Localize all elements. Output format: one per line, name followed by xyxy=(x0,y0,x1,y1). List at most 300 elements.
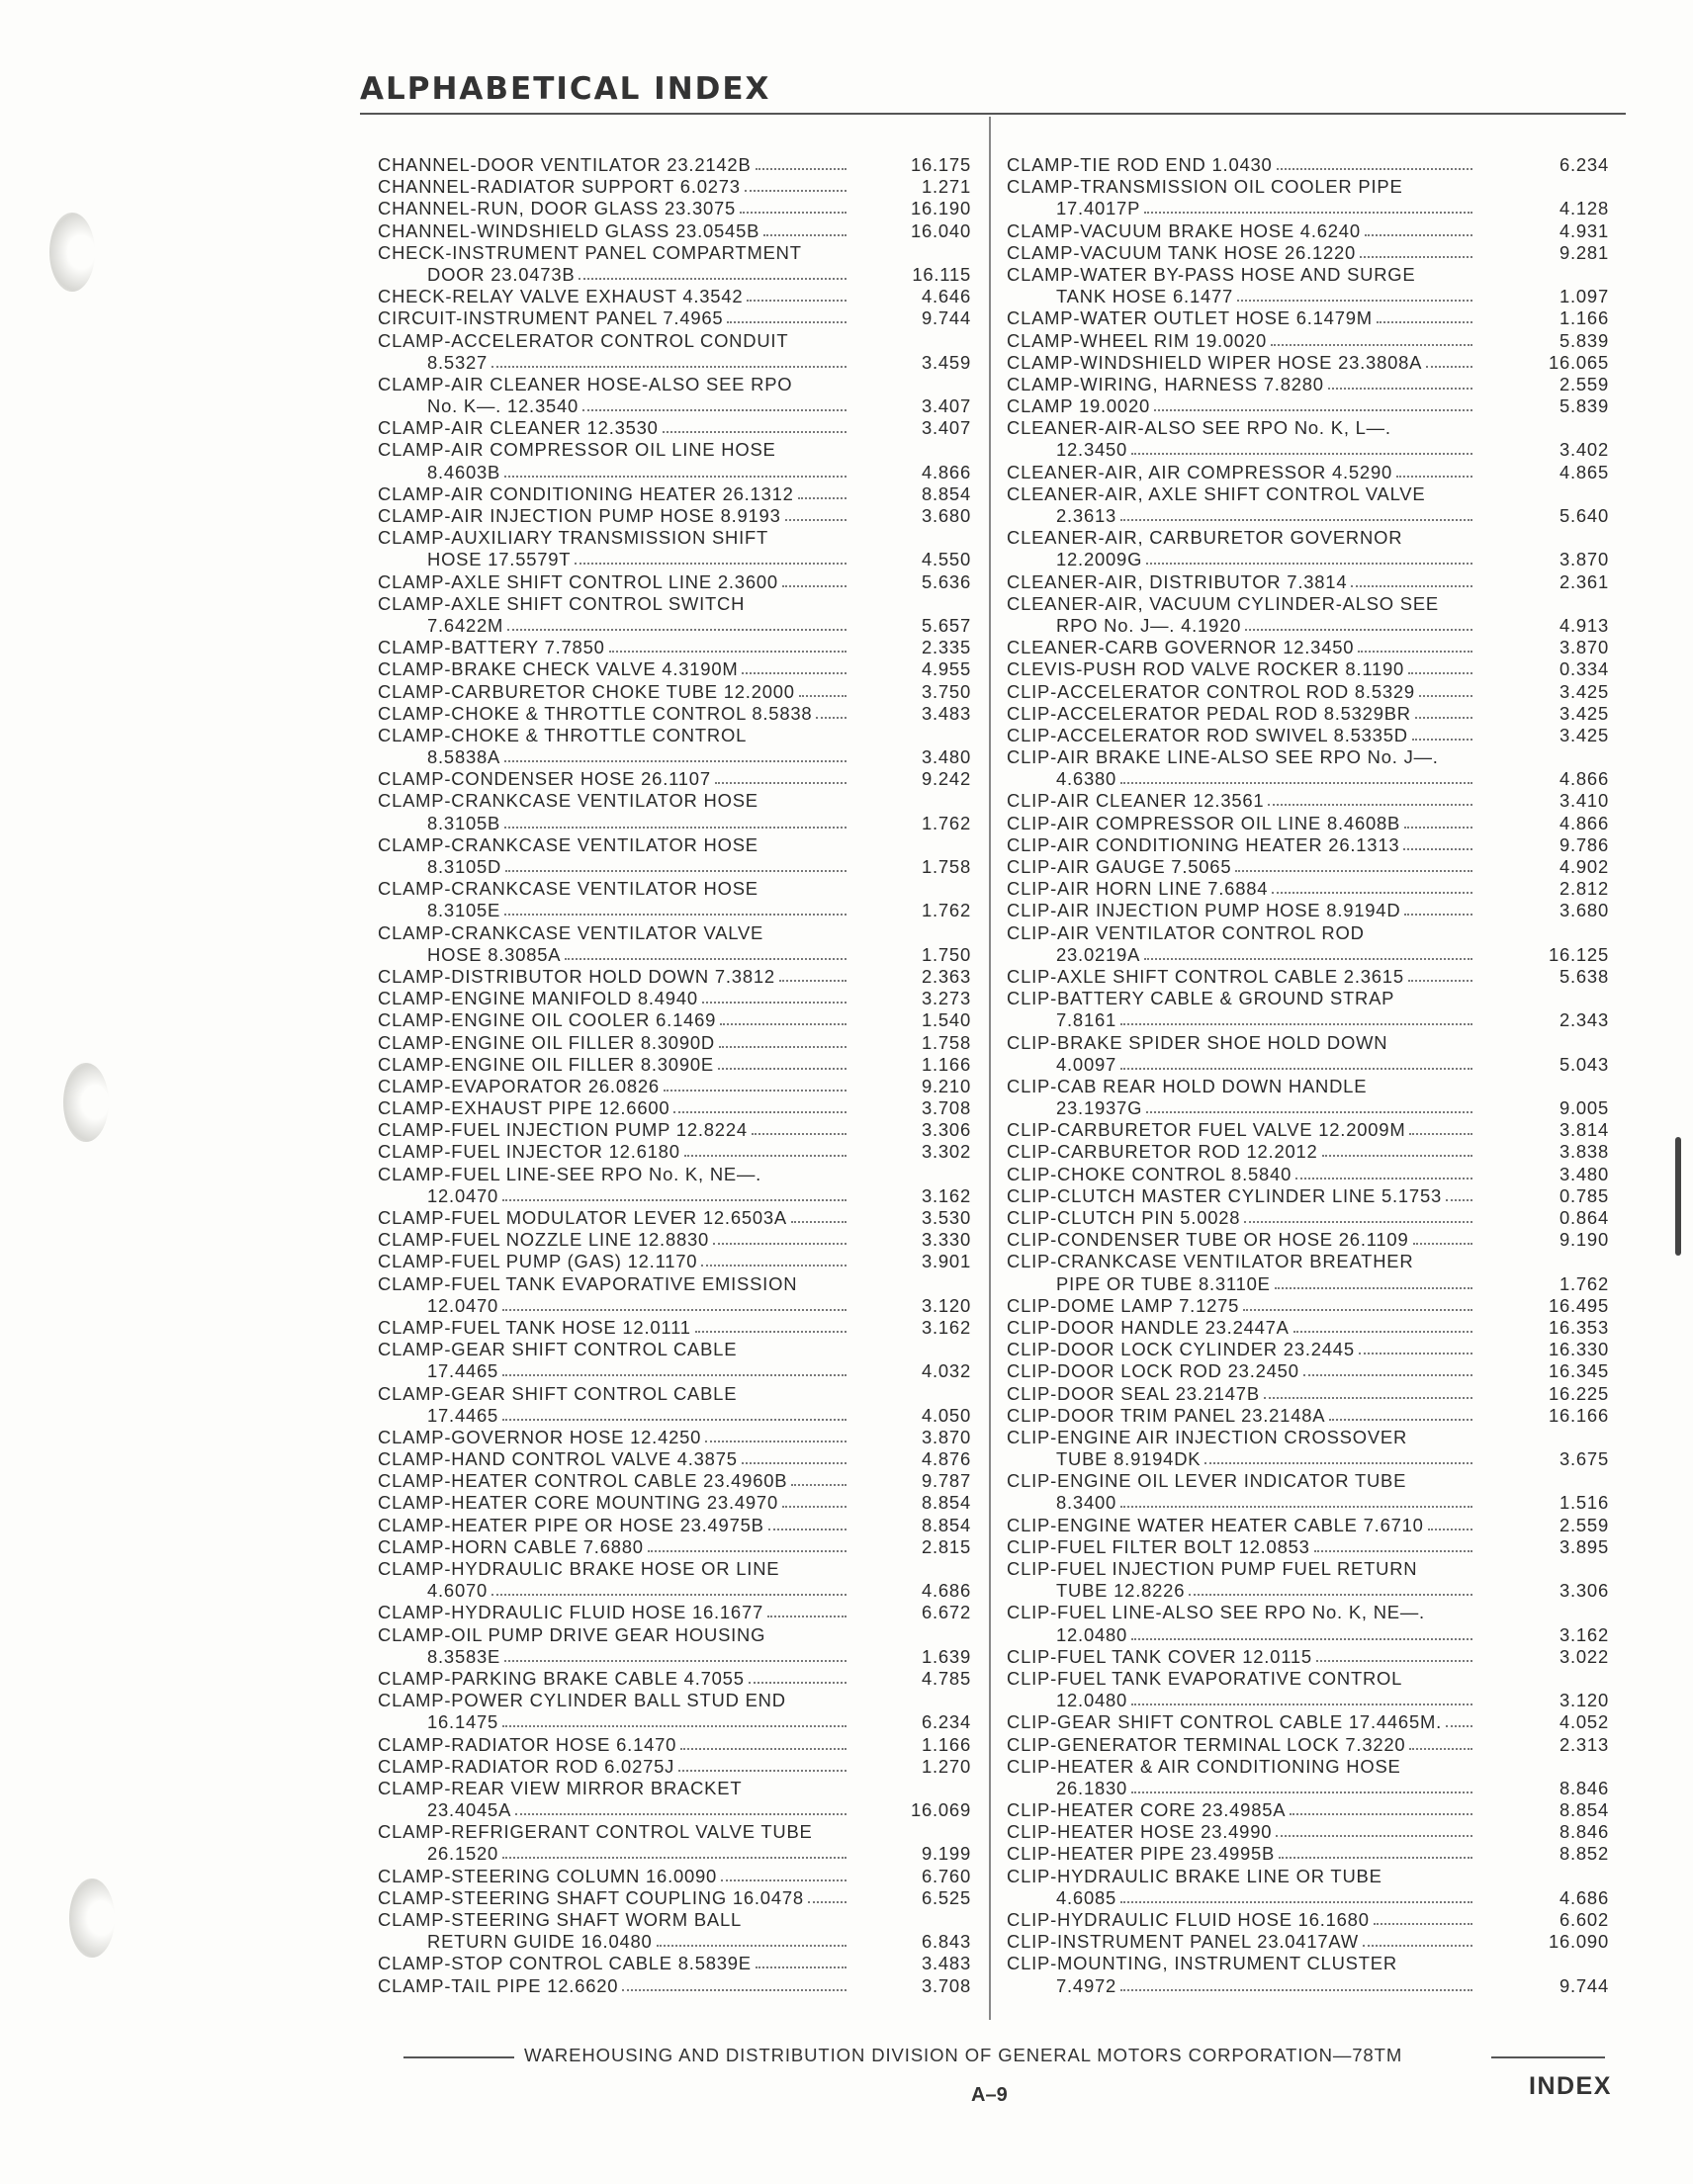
entry-text: 7.6422M xyxy=(427,614,504,636)
entry-page-number: 2.812 xyxy=(1559,878,1609,900)
leader-dots xyxy=(749,1668,846,1684)
index-entry-line xyxy=(378,395,971,417)
leader-dots xyxy=(1154,395,1472,411)
entry-text: 4.6085 xyxy=(1056,1886,1117,1908)
entry-text: CLAMP-AIR COMPRESSOR OIL LINE HOSE xyxy=(378,439,776,461)
entry-text: CLIP-CLUTCH PIN 5.0028 xyxy=(1007,1207,1241,1228)
leader-dots xyxy=(502,1711,846,1727)
index-entry-line xyxy=(378,1909,971,1931)
entry-text: CLAMP-WHEEL RIM 19.0020 xyxy=(1007,329,1268,351)
page-edge-mark xyxy=(1675,1137,1681,1256)
entry-text: CLAMP-STEERING COLUMN 16.0090 xyxy=(378,1865,718,1886)
entry-page-number: 16.345 xyxy=(1548,1360,1609,1382)
entry-text: CLAMP-FUEL INJECTOR 12.6180 xyxy=(378,1141,680,1163)
index-entry-line xyxy=(1007,681,1609,703)
index-entry xyxy=(378,1448,971,1470)
leader-dots xyxy=(663,417,846,433)
index-entry-line xyxy=(378,966,971,988)
index-entry-line xyxy=(1007,198,1609,219)
entry-page-number: 0.334 xyxy=(1559,658,1609,680)
index-entry-line xyxy=(378,944,971,966)
entry-text: CLAMP-ENGINE MANIFOLD 8.4940 xyxy=(378,988,698,1009)
index-entry xyxy=(378,1558,971,1602)
index-entry xyxy=(378,176,971,198)
leader-dots xyxy=(1303,1360,1472,1376)
entry-text: TUBE 12.8226 xyxy=(1056,1580,1186,1602)
entry-text: CLIP-ACCELERATOR ROD SWIVEL 8.5335D xyxy=(1007,724,1408,745)
entry-text: CLIP-MOUNTING, INSTRUMENT CLUSTER xyxy=(1007,1953,1397,1974)
entry-text: CLAMP-RADIATOR ROD 6.0275J xyxy=(378,1755,675,1777)
index-entry xyxy=(378,768,971,790)
entry-page-number: 16.225 xyxy=(1548,1382,1609,1404)
index-entry-line xyxy=(378,1646,971,1668)
entry-text: CLAMP-CRANKCASE VENTILATOR HOSE xyxy=(378,790,758,812)
leader-dots xyxy=(713,1229,846,1245)
index-entry-line xyxy=(1007,1273,1609,1295)
entry-text: CLAMP-GEAR SHIFT CONTROL CABLE xyxy=(378,1339,738,1360)
index-entry-line xyxy=(378,374,971,395)
leader-dots xyxy=(742,1448,846,1464)
entry-page-number: 1.166 xyxy=(921,1733,971,1755)
index-entry-line xyxy=(378,1953,971,1974)
entry-text: CLAMP-CHOKE & THROTTLE CONTROL 8.5838 xyxy=(378,702,813,724)
leader-dots xyxy=(1235,856,1472,872)
index-entry xyxy=(378,1383,971,1427)
entry-page-number: 3.273 xyxy=(921,988,971,1009)
leader-dots xyxy=(701,1251,846,1267)
entry-text: CLAMP-ENGINE OIL FILLER 8.3090E xyxy=(378,1053,714,1075)
leader-dots xyxy=(791,1207,846,1223)
index-entry xyxy=(378,1470,971,1492)
index-entry xyxy=(378,1887,971,1909)
entry-text: CLIP-DOOR SEAL 23.2147B xyxy=(1007,1382,1260,1404)
index-entry-line xyxy=(378,549,971,570)
entry-page-number: 16.166 xyxy=(1548,1404,1609,1426)
index-entry-line xyxy=(1007,1405,1609,1427)
index-entry-line xyxy=(378,1295,971,1317)
leader-dots xyxy=(791,1470,846,1486)
index-entry xyxy=(1007,1405,1609,1427)
index-entry-line xyxy=(378,922,971,944)
binder-hole-middle xyxy=(63,1063,109,1142)
entry-page-number: 16.495 xyxy=(1548,1294,1609,1316)
entry-text: CLAMP-STEERING SHAFT WORM BALL xyxy=(378,1909,743,1930)
entry-text: CLIP-AIR BRAKE LINE-ALSO SEE RPO No. J—. xyxy=(1007,746,1439,768)
entry-text: CLIP-BATTERY CABLE & GROUND STRAP xyxy=(1007,988,1395,1009)
index-entry xyxy=(378,1119,971,1141)
leader-dots xyxy=(504,1646,846,1662)
entry-text: CHECK-INSTRUMENT PANEL COMPARTMENT xyxy=(378,241,802,263)
leader-dots xyxy=(1120,1054,1472,1070)
entry-page-number: 3.870 xyxy=(1559,549,1609,570)
entry-page-number: 4.866 xyxy=(1559,812,1609,833)
entry-page-number: 3.410 xyxy=(1559,790,1609,812)
index-entry xyxy=(378,593,971,637)
index-entry xyxy=(1007,264,1609,307)
leader-dots xyxy=(673,1097,846,1113)
entry-text: CLAMP-WATER BY-PASS HOSE AND SURGE xyxy=(1007,263,1416,285)
entry-text: CLAMP-HEATER CORE MOUNTING 23.4970 xyxy=(378,1492,778,1514)
entry-page-number: 3.708 xyxy=(921,1097,971,1119)
entry-page-number: 3.302 xyxy=(921,1141,971,1163)
entry-page-number: 1.758 xyxy=(921,1031,971,1053)
entry-text: CLAMP-AXLE SHIFT CONTROL LINE 2.3600 xyxy=(378,570,778,592)
index-entry-line xyxy=(378,1229,971,1251)
leader-dots xyxy=(1329,1405,1472,1421)
entry-text: PIPE OR TUBE 8.3110E xyxy=(1056,1272,1271,1294)
entry-text: CLIP-AIR CONDITIONING HEATER 26.1313 xyxy=(1007,833,1400,855)
index-entry-line xyxy=(378,856,971,878)
index-entry xyxy=(1007,1558,1609,1602)
entry-text: CLAMP-BATTERY 7.7850 xyxy=(378,637,605,658)
entry-text: CLIP-HEATER CORE 23.4985A xyxy=(1007,1799,1287,1821)
index-entry-line xyxy=(1007,1690,1609,1711)
index-entry-line xyxy=(1007,1009,1609,1031)
index-entry xyxy=(378,1251,971,1272)
entry-text: 8.3105E xyxy=(427,900,501,921)
index-column-right xyxy=(1007,154,1609,1997)
leader-dots xyxy=(622,1975,846,1991)
entry-text: CLIP-BRAKE SPIDER SHOE HOLD DOWN xyxy=(1007,1031,1388,1053)
index-entry xyxy=(1007,681,1609,703)
leader-dots xyxy=(782,1492,846,1508)
index-entry-line xyxy=(1007,615,1609,637)
entry-text: CLAMP-WATER OUTLET HOSE 6.1479M xyxy=(1007,307,1373,329)
entry-text: CLAMP-CRANKCASE VENTILATOR HOSE xyxy=(378,878,758,900)
entry-page-number: 16.069 xyxy=(910,1799,971,1821)
index-entry xyxy=(378,1427,971,1448)
index-entry xyxy=(1007,395,1609,417)
entry-text: CLIP-GENERATOR TERMINAL LOCK 7.3220 xyxy=(1007,1733,1406,1755)
index-entry xyxy=(378,1734,971,1756)
leader-dots xyxy=(579,264,846,280)
entry-page-number: 6.760 xyxy=(921,1865,971,1886)
binder-hole-top xyxy=(49,213,95,292)
entry-text: CLIP-CHOKE CONTROL 8.5840 xyxy=(1007,1163,1292,1184)
leader-dots xyxy=(1408,658,1472,674)
entry-text: CLIP-GEAR SHIFT CONTROL CABLE 17.4465M. xyxy=(1007,1711,1443,1733)
leader-dots xyxy=(1396,462,1472,478)
entry-text: CLIP-HEATER HOSE 23.4990 xyxy=(1007,1821,1273,1843)
entry-page-number: 0.785 xyxy=(1559,1184,1609,1206)
entry-page-number: 3.750 xyxy=(921,680,971,702)
leader-dots xyxy=(1351,571,1472,587)
binder-hole-bottom xyxy=(69,1878,115,1958)
index-entry xyxy=(378,658,971,680)
index-entry xyxy=(1007,834,1609,856)
entry-page-number: 3.120 xyxy=(921,1294,971,1316)
entry-page-number: 4.128 xyxy=(1559,198,1609,219)
leader-dots xyxy=(1120,505,1472,521)
entry-page-number: 3.480 xyxy=(921,746,971,768)
header-rule xyxy=(360,113,1626,115)
entry-page-number: 8.852 xyxy=(1559,1843,1609,1865)
entry-page-number: 9.210 xyxy=(921,1075,971,1096)
leader-dots xyxy=(1413,1229,1473,1245)
leader-dots xyxy=(1290,1799,1472,1815)
index-entry-line xyxy=(1007,1756,1609,1778)
index-entry-line xyxy=(378,1054,971,1076)
entry-text: CLEVIS-PUSH ROD VALVE ROCKER 8.1190 xyxy=(1007,658,1405,680)
entry-text: CLAMP-ENGINE OIL FILLER 8.3090D xyxy=(378,1031,715,1053)
entry-text: CLIP-ENGINE AIR INJECTION CROSSOVER xyxy=(1007,1426,1408,1447)
index-entry xyxy=(1007,374,1609,395)
entry-page-number: 3.480 xyxy=(1559,1163,1609,1184)
index-entry-line xyxy=(1007,922,1609,944)
index-entry xyxy=(378,790,971,833)
entry-page-number: 3.407 xyxy=(921,395,971,417)
index-entry xyxy=(1007,1931,1609,1953)
leader-dots xyxy=(1358,637,1472,653)
index-entry-line xyxy=(1007,1032,1609,1054)
index-entry-line xyxy=(378,1339,971,1360)
leader-dots xyxy=(1295,1164,1472,1179)
index-entry xyxy=(378,1756,971,1778)
entry-text: CLIP-AIR VENTILATOR CONTROL ROD xyxy=(1007,921,1365,943)
index-entry xyxy=(1007,1515,1609,1536)
entry-text: CLAMP-AIR CLEANER 12.3530 xyxy=(378,417,659,439)
entry-text: CLAMP-AIR INJECTION PUMP HOSE 8.9193 xyxy=(378,505,781,526)
entry-text: CLIP-DOOR LOCK ROD 23.2450 xyxy=(1007,1360,1299,1382)
index-entry xyxy=(1007,307,1609,329)
index-entry-line xyxy=(1007,1821,1609,1843)
entry-text: CIRCUIT-INSTRUMENT PANEL 7.4965 xyxy=(378,307,724,329)
index-entry-line xyxy=(1007,1317,1609,1339)
leader-dots xyxy=(715,768,846,784)
column-divider xyxy=(989,117,991,2020)
entry-page-number: 4.550 xyxy=(921,549,971,570)
entry-page-number: 6.525 xyxy=(921,1886,971,1908)
entry-page-number: 3.425 xyxy=(1559,702,1609,724)
index-entry-line xyxy=(1007,1778,1609,1799)
index-entry-line xyxy=(1007,1097,1609,1119)
index-entry-line xyxy=(1007,527,1609,549)
index-entry-line xyxy=(378,1558,971,1580)
index-entry xyxy=(378,571,971,593)
index-entry-line xyxy=(1007,768,1609,790)
entry-text: TUBE 8.9194DK xyxy=(1056,1448,1202,1470)
entry-page-number: 3.306 xyxy=(1559,1580,1609,1602)
leader-dots xyxy=(1408,966,1472,982)
index-entry-line xyxy=(378,1866,971,1887)
index-entry xyxy=(1007,1383,1609,1405)
leader-dots xyxy=(1403,834,1472,850)
index-entry xyxy=(1007,1164,1609,1185)
entry-page-number: 1.270 xyxy=(921,1755,971,1777)
leader-dots xyxy=(756,1953,846,1968)
entry-page-number: 6.234 xyxy=(921,1711,971,1733)
index-entry-line xyxy=(1007,703,1609,725)
index-entry-line xyxy=(1007,966,1609,988)
index-entry-line xyxy=(378,330,971,352)
entry-page-number: 3.402 xyxy=(1559,439,1609,461)
entry-text: CLIP-FUEL FILTER BOLT 12.0853 xyxy=(1007,1535,1310,1557)
index-entry xyxy=(1007,1668,1609,1711)
index-entry xyxy=(378,483,971,505)
entry-text: CLAMP-GEAR SHIFT CONTROL CABLE xyxy=(378,1382,738,1404)
index-entry-line xyxy=(378,637,971,658)
index-entry-line xyxy=(1007,1602,1609,1623)
index-entry xyxy=(378,1339,971,1382)
index-entry-line xyxy=(378,988,971,1009)
entry-text: 12.0480 xyxy=(1056,1623,1128,1645)
entry-text: CLIP-DOME LAMP 7.1275 xyxy=(1007,1294,1240,1316)
entry-text: CLAMP-HAND CONTROL VALVE 4.3875 xyxy=(378,1448,738,1470)
entry-text: 8.3105B xyxy=(427,812,501,833)
entry-text: CLEANER-AIR, AXLE SHIFT CONTROL VALVE xyxy=(1007,482,1426,504)
entry-page-number: 1.166 xyxy=(1559,307,1609,329)
leader-dots xyxy=(799,681,846,697)
entry-text: CLIP-AIR CLEANER 12.3561 xyxy=(1007,790,1265,812)
index-entry-line xyxy=(1007,1119,1609,1141)
leader-dots xyxy=(1404,900,1472,916)
index-entry xyxy=(378,1317,971,1339)
entry-text: 17.4465 xyxy=(427,1360,499,1382)
leader-dots xyxy=(505,856,846,872)
entry-text: CLEANER-AIR, AIR COMPRESSOR 4.5290 xyxy=(1007,461,1393,482)
entry-text: 26.1830 xyxy=(1056,1777,1128,1798)
entry-page-number: 4.785 xyxy=(921,1667,971,1689)
index-entry-line xyxy=(1007,856,1609,878)
index-entry xyxy=(378,725,971,768)
leader-dots xyxy=(1276,1821,1472,1837)
leader-dots xyxy=(1268,790,1472,806)
entry-page-number: 4.646 xyxy=(921,286,971,307)
index-entry xyxy=(1007,1536,1609,1558)
leader-dots xyxy=(582,395,846,411)
index-entry-line xyxy=(378,725,971,746)
entry-text: CLAMP-REAR VIEW MIRROR BRACKET xyxy=(378,1777,743,1798)
index-entry-line xyxy=(378,242,971,264)
leader-dots xyxy=(763,220,846,236)
index-entry xyxy=(1007,922,1609,966)
index-entry-line xyxy=(378,198,971,219)
index-entry-line xyxy=(1007,176,1609,198)
index-entry xyxy=(1007,1953,1609,1996)
entry-text: CLAMP-HYDRAULIC FLUID HOSE 16.1677 xyxy=(378,1602,764,1623)
index-entry xyxy=(1007,1119,1609,1141)
entry-page-number: 3.022 xyxy=(1559,1645,1609,1667)
index-entry xyxy=(1007,176,1609,219)
index-entry-line xyxy=(378,1427,971,1448)
entry-text: CLAMP-RADIATOR HOSE 6.1470 xyxy=(378,1733,677,1755)
index-entry-line xyxy=(378,1624,971,1646)
entry-text: CLAMP-STEERING SHAFT COUPLING 16.0478 xyxy=(378,1886,804,1908)
entry-text: 8.5327 xyxy=(427,351,489,373)
leader-dots xyxy=(1131,439,1472,455)
leader-dots xyxy=(1446,1711,1472,1727)
entry-text: 12.0480 xyxy=(1056,1690,1128,1711)
entry-page-number: 9.744 xyxy=(921,307,971,329)
entry-text: CLAMP-STOP CONTROL CABLE 8.5839E xyxy=(378,1953,752,1974)
leader-dots xyxy=(1131,1624,1472,1640)
entry-text: CLAMP-OIL PUMP DRIVE GEAR HOUSING xyxy=(378,1623,766,1645)
entry-text: 23.1937G xyxy=(1056,1097,1143,1119)
entry-page-number: 3.530 xyxy=(921,1207,971,1228)
entry-text: 17.4017P xyxy=(1056,198,1141,219)
entry-text: 12.0470 xyxy=(427,1184,499,1206)
page-title: ALPHABETICAL INDEX xyxy=(360,71,771,107)
entry-page-number: 5.839 xyxy=(1559,329,1609,351)
index-entry xyxy=(378,307,971,329)
entry-page-number: 3.901 xyxy=(921,1251,971,1272)
entry-page-number: 1.540 xyxy=(921,1009,971,1031)
entry-text: HOSE 8.3085A xyxy=(427,943,562,965)
entry-page-number: 8.854 xyxy=(921,1492,971,1514)
index-entry-line xyxy=(378,483,971,505)
index-entry-line xyxy=(378,1515,971,1536)
entry-text: 8.3583E xyxy=(427,1645,501,1667)
index-entry-line xyxy=(378,1602,971,1623)
index-entry-line xyxy=(1007,220,1609,242)
index-entry xyxy=(378,439,971,482)
entry-text: 26.1520 xyxy=(427,1843,499,1865)
leader-dots xyxy=(1409,1734,1472,1750)
index-entry xyxy=(1007,1602,1609,1645)
index-entry xyxy=(1007,462,1609,483)
entry-text: CLIP-ACCELERATOR PEDAL ROD 8.5329BR xyxy=(1007,702,1411,724)
index-entry-line xyxy=(1007,1076,1609,1097)
index-entry-line xyxy=(1007,725,1609,746)
index-entry xyxy=(1007,1339,1609,1360)
entry-page-number: 3.425 xyxy=(1559,680,1609,702)
entry-page-number: 3.162 xyxy=(921,1184,971,1206)
index-entry-line xyxy=(1007,330,1609,352)
index-entry-line xyxy=(378,1580,971,1602)
index-entry-line xyxy=(1007,1580,1609,1602)
leader-dots xyxy=(1293,1317,1472,1333)
index-entry xyxy=(378,1624,971,1668)
leader-dots xyxy=(1272,878,1472,894)
index-entry-line xyxy=(1007,746,1609,768)
index-entry-line xyxy=(378,417,971,439)
index-entry-line xyxy=(378,154,971,176)
index-entry-line xyxy=(1007,1866,1609,1887)
index-entry-line xyxy=(378,1470,971,1492)
index-entry xyxy=(378,1141,971,1163)
index-entry xyxy=(1007,637,1609,658)
leader-dots xyxy=(1144,944,1472,960)
index-entry-line xyxy=(1007,264,1609,286)
entry-text: CHANNEL-RADIATOR SUPPORT 6.0273 xyxy=(378,176,741,198)
leader-dots xyxy=(1146,549,1472,565)
index-entry-line xyxy=(1007,988,1609,1009)
index-entry-line xyxy=(1007,286,1609,307)
index-entry-line xyxy=(378,286,971,307)
entry-text: CLAMP-HEATER CONTROL CABLE 23.4960B xyxy=(378,1470,788,1492)
index-entry-line xyxy=(1007,1975,1609,1997)
index-entry xyxy=(378,198,971,219)
leader-dots xyxy=(702,988,846,1004)
entry-text: CLIP-DOOR HANDLE 23.2447A xyxy=(1007,1316,1290,1338)
entry-text: CLAMP-FUEL TANK HOSE 12.0111 xyxy=(378,1316,691,1338)
index-entry xyxy=(1007,1229,1609,1251)
entry-text: CLAMP-BRAKE CHECK VALVE 4.3190M xyxy=(378,658,739,680)
entry-text: CLIP-ENGINE WATER HEATER CABLE 7.6710 xyxy=(1007,1514,1424,1535)
leader-dots xyxy=(1237,286,1472,302)
entry-page-number: 2.313 xyxy=(1559,1733,1609,1755)
entry-text: 23.0219A xyxy=(1056,943,1141,965)
entry-text: 12.3450 xyxy=(1056,439,1128,461)
leader-dots xyxy=(779,966,846,982)
index-entry-line xyxy=(1007,1909,1609,1931)
leader-dots xyxy=(1131,1778,1472,1793)
index-entry xyxy=(1007,1185,1609,1207)
index-entry-line xyxy=(1007,1515,1609,1536)
index-entry-line xyxy=(1007,1492,1609,1514)
index-entry-line xyxy=(1007,1185,1609,1207)
leader-dots xyxy=(1328,374,1472,390)
